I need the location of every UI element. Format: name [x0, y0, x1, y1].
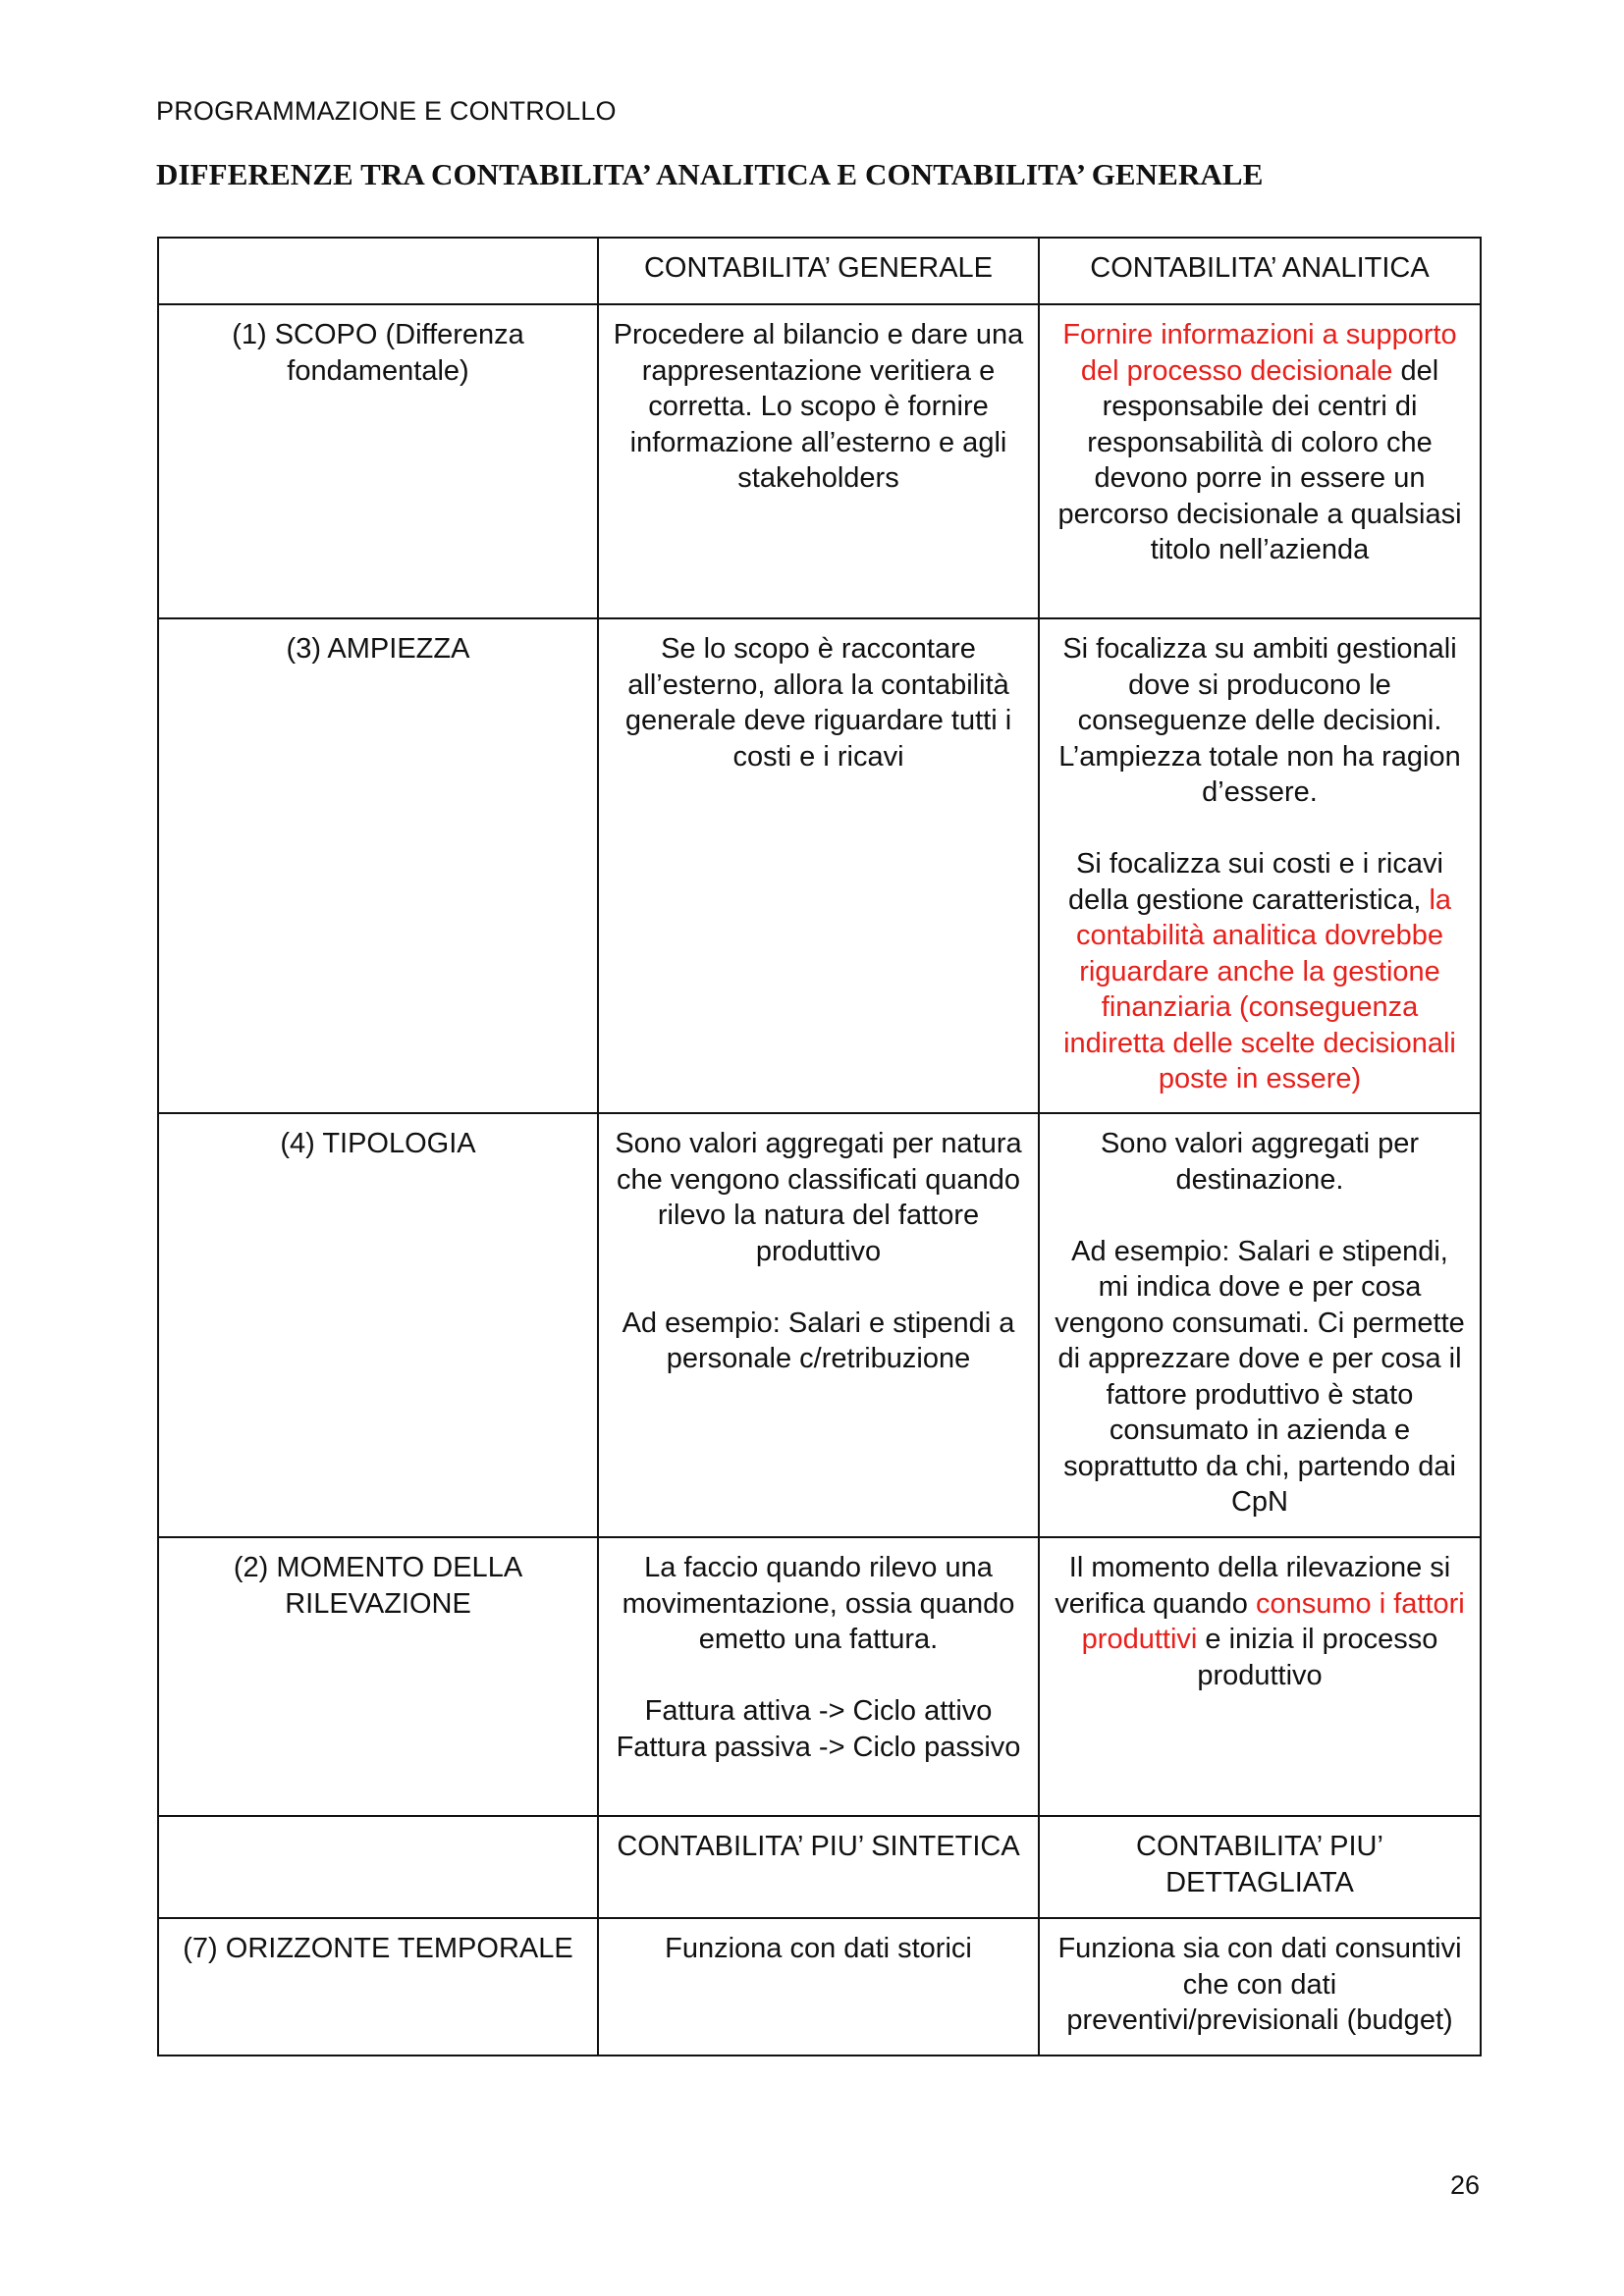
- cell-tipologia-generale: [598, 1113, 1039, 1537]
- cell-tipologia-analitica: [1039, 1113, 1481, 1537]
- table-header-row: [158, 238, 1481, 304]
- page-title: DIFFERENZE TRA CONTABILITA’ ANALITICA E CONTABILITA’ GENERALE: [156, 157, 1264, 191]
- cell-paragraph: Ad esempio: Salari e stipendi a personale c/retribuzione: [622, 1307, 1015, 1374]
- cell-text: Si focalizza sui costi e i ricavi della gestione caratteristica,: [1067, 848, 1443, 916]
- row-label-tipologia: (4) TIPOLOGIA: [158, 1113, 598, 1537]
- cell-scopo-generale: Procedere al bilancio e dare una rappresentazione veritiera e corretta. Lo scopo è fornire informazione all’esterno e agli stakeholders: [598, 304, 1039, 618]
- cell-paragraph: [1054, 846, 1466, 1097]
- cell-paragraph: La faccio quando rilevo una movimentazione, ossia quando emetto una fattura.: [622, 1552, 1015, 1655]
- table-row-momento: [158, 1537, 1481, 1816]
- row-label-sintesi: [158, 1816, 598, 1918]
- header-cell-generale: CONTABILITA’ GENERALE: [598, 238, 1039, 304]
- cell-ampiezza-analitica: [1039, 618, 1481, 1113]
- table-row-orizzonte: [158, 1918, 1481, 2056]
- table-row-sintesi: [158, 1816, 1481, 1918]
- cell-momento-generale: [598, 1537, 1039, 1816]
- row-label-momento: (2) MOMENTO DELLA RILEVAZIONE: [158, 1537, 598, 1816]
- row-label-scopo: (1) SCOPO (Differenza fondamentale): [158, 304, 598, 618]
- highlight-text: consumo i fattori produttivi: [1081, 1587, 1465, 1655]
- row-label-ampiezza: (3) AMPIEZZA: [158, 618, 598, 1113]
- cell-scopo-analitica: [1039, 304, 1481, 618]
- row-label-orizzonte: (7) ORIZZONTE TEMPORALE: [158, 1918, 598, 2056]
- header-cell-analitica: CONTABILITA’ ANALITICA: [1039, 238, 1481, 304]
- cell-paragraph: Sono valori aggregati per destinazione.: [1100, 1128, 1420, 1196]
- cell-text: del responsabile dei centri di responsabilità di coloro che devono porre in essere un percorso decisionale a qualsiasi titolo nell’azienda: [1057, 354, 1462, 565]
- cell-ampiezza-generale: Se lo scopo è raccontare all’esterno, allora la contabilità generale deve riguardare tutti i costi e i ricavi: [598, 618, 1039, 1113]
- cell-orizzonte-analitica: Funziona sia con dati consuntivi che con dati preventivi/previsionali (budget): [1039, 1918, 1481, 2056]
- comparison-table: [157, 237, 1482, 2056]
- table-row-ampiezza: [158, 618, 1481, 1113]
- cell-text: Il momento della rilevazione si verifica quando: [1055, 1552, 1451, 1620]
- cell-orizzonte-generale: Funziona con dati storici: [598, 1918, 1039, 2056]
- page-number: 26: [1450, 2170, 1481, 2200]
- cell-sintesi-analitica: CONTABILITA’ PIU’ DETTAGLIATA: [1039, 1816, 1481, 1918]
- cell-text: e inizia il processo produttivo: [1197, 1624, 1438, 1691]
- cell-paragraph: Fattura attiva -> Ciclo attivo Fattura passiva -> Ciclo passivo: [616, 1695, 1021, 1763]
- table-row-scopo: [158, 304, 1481, 618]
- header-cell-empty: [158, 238, 598, 304]
- cell-paragraph: Sono valori aggregati per natura che vengono classificati quando rilevo la natura del fattore produttivo: [615, 1128, 1022, 1267]
- page-header: PROGRAMMAZIONE E CONTROLLO: [156, 96, 617, 126]
- cell-sintesi-generale: CONTABILITA’ PIU’ SINTETICA: [598, 1816, 1039, 1918]
- cell-paragraph: Si focalizza su ambiti gestionali dove si producono le conseguenze delle decisioni. L’ampiezza totale non ha ragion d’essere.: [1058, 633, 1461, 808]
- table-row-tipologia: [158, 1113, 1481, 1537]
- highlight-text: la contabilità analitica dovrebbe riguardare anche la gestione finanziaria (conseguenza indiretta delle scelte decisionali poste in essere): [1063, 883, 1456, 1095]
- cell-momento-analitica: [1039, 1537, 1481, 1816]
- cell-paragraph: Ad esempio: Salari e stipendi, mi indica dove e per cosa vengono consumati. Ci permette di apprezzare dove e per cosa il fattore produttivo è stato consumato in azienda e soprattutto da chi, partendo dai CpN: [1055, 1235, 1465, 1518]
- highlight-text: Fornire informazioni a supporto del processo decisionale: [1062, 319, 1457, 387]
